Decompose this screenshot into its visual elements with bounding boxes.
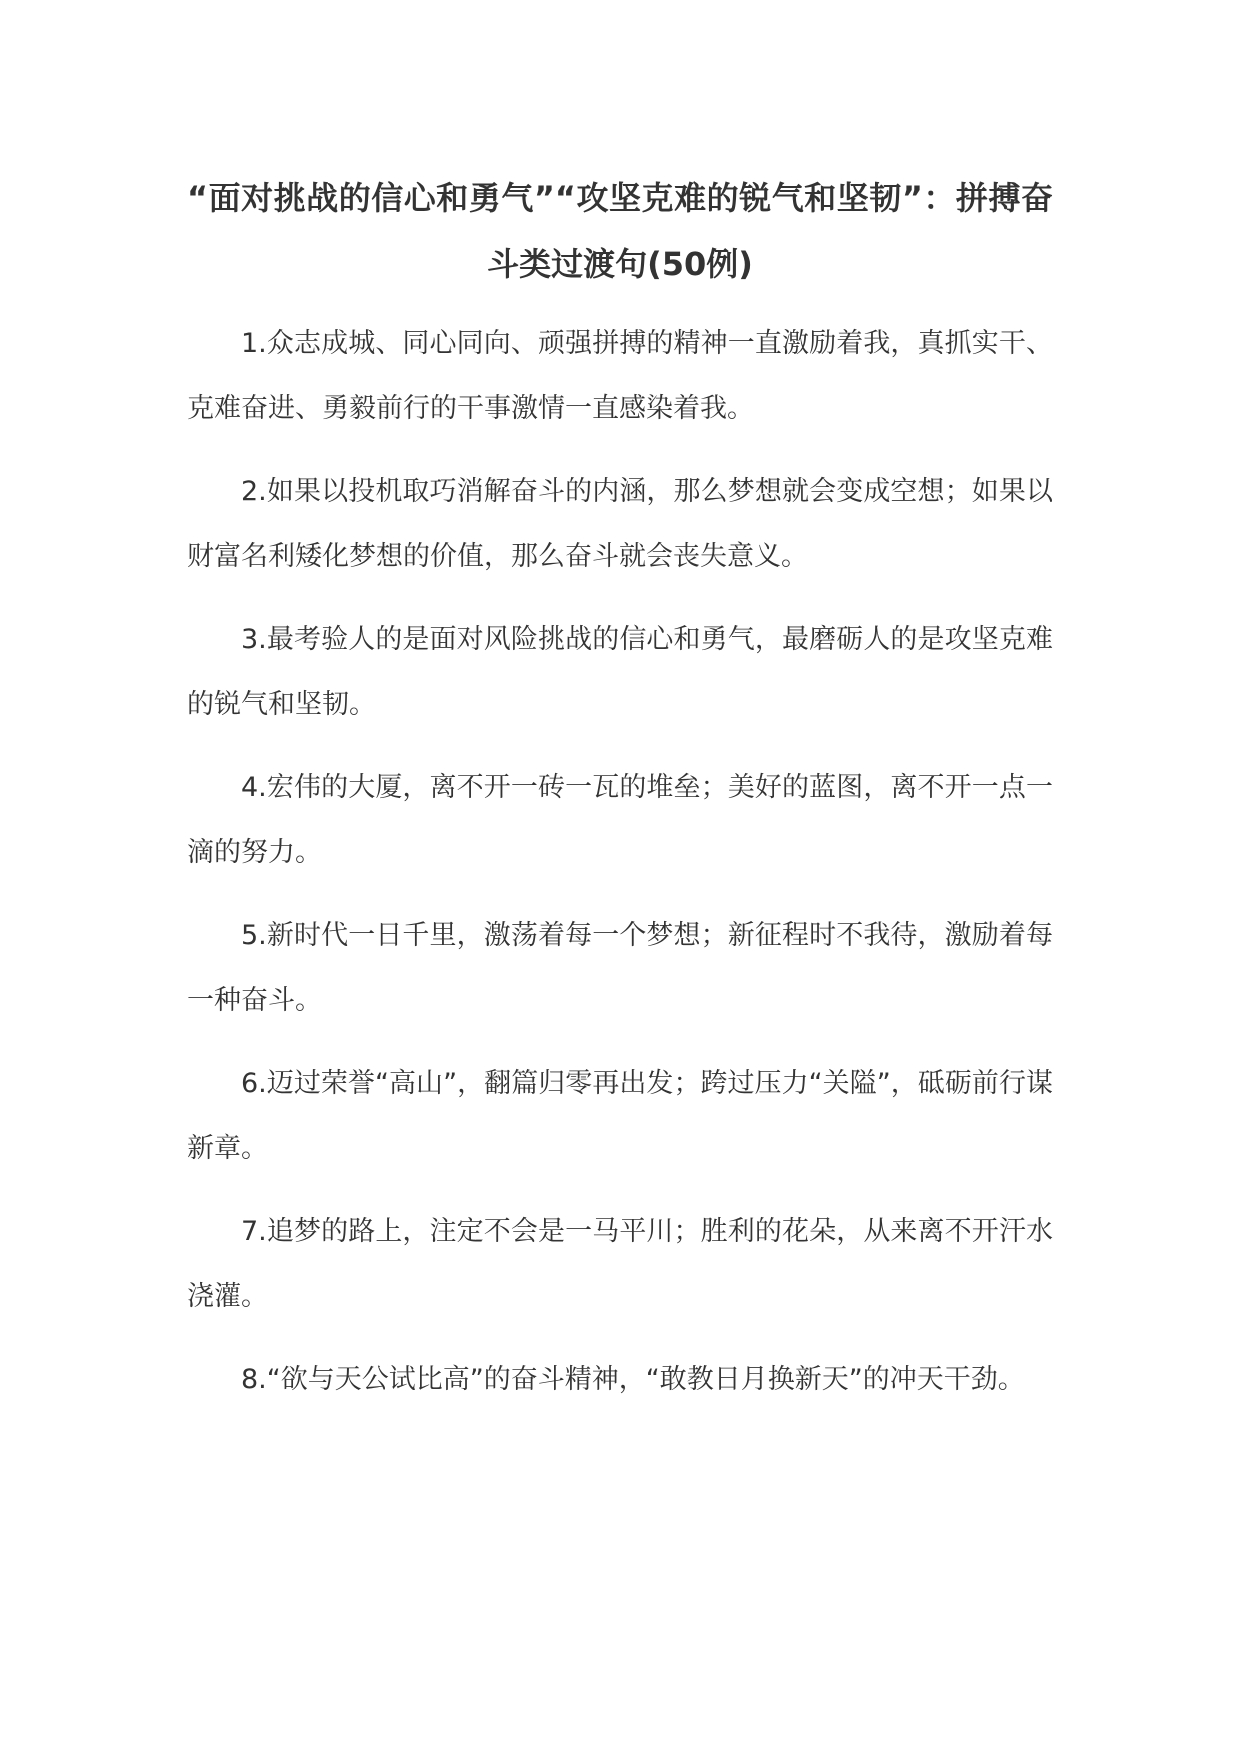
paragraph-5: 5.新时代一日千里，激荡着每一个梦想；新征程时不我待，激励着每一种奋斗。 bbox=[187, 920, 1053, 1016]
paragraph-1: 1.众志成城、同心同向、顽强拼搏的精神一直激励着我，真抓实干、克难奋进、勇毅前行的干事激情一直感染着我。 bbox=[187, 328, 1053, 424]
paragraph-7: 7.追梦的路上，注定不会是一马平川；胜利的花朵，从来离不开汗水浇灌。 bbox=[187, 1216, 1053, 1312]
paragraph-6: 6.迈过荣誉“高山”，翻篇归零再出发；跨过压力“关隘”，砥砺前行谋新章。 bbox=[187, 1068, 1053, 1164]
paragraph-4: 4.宏伟的大厦，离不开一砖一瓦的堆垒；美好的蓝图，离不开一点一滴的努力。 bbox=[187, 772, 1053, 868]
paragraph-8: 8.“欲与天公试比高”的奋斗精神，“敢教日月换新天”的冲天干劲。 bbox=[241, 1364, 1025, 1395]
document-body bbox=[187, 165, 1053, 1412]
paragraph-3: 3.最考验人的是面对风险挑战的信心和勇气，最磨砺人的是攻坚克难的锐气和坚韧。 bbox=[187, 624, 1053, 720]
document-title: “面对挑战的信心和勇气”“攻坚克难的锐气和坚韧”：拼搏奋斗类过渡句(50例) bbox=[187, 179, 1053, 283]
paragraph-2: 2.如果以投机取巧消解奋斗的内涵，那么梦想就会变成空想；如果以财富名利矮化梦想的价值，那么奋斗就会丧失意义。 bbox=[187, 476, 1053, 572]
